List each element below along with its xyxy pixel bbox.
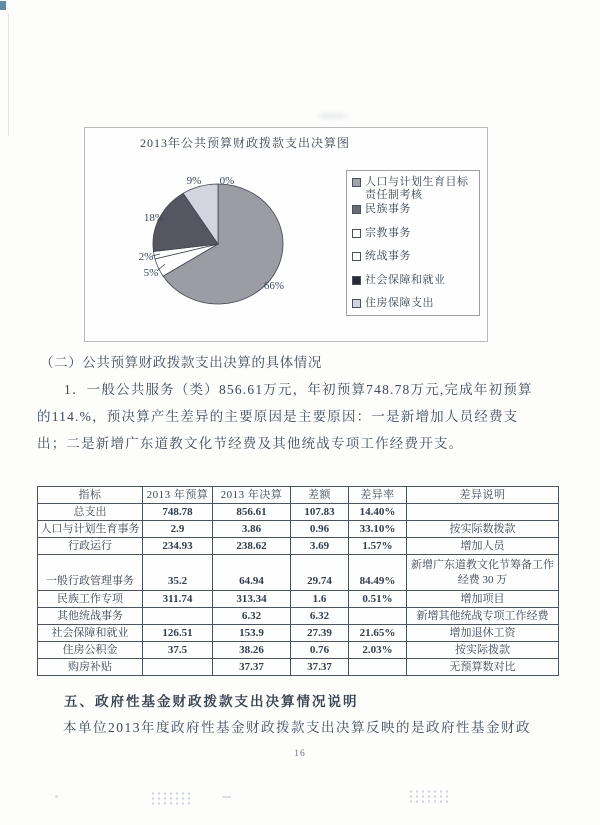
scan-artifact-bleedthrough xyxy=(150,791,194,806)
table-cell: 购房补贴 xyxy=(38,659,143,676)
table-cell: 增加退休工资 xyxy=(407,625,559,642)
table-cell: 社会保障和就业 xyxy=(38,625,143,642)
table-cell: 民族工作专项 xyxy=(38,591,143,608)
table-cell: 增加人员 xyxy=(407,538,559,555)
table-header-cell: 差异说明 xyxy=(407,487,559,504)
scan-artifact-dot xyxy=(55,795,58,798)
budget-table xyxy=(37,486,559,676)
pie-percent-label: 5% xyxy=(143,267,159,279)
pie-percent-label: 9% xyxy=(186,175,202,187)
table-row xyxy=(38,538,559,555)
table-cell: 64.94 xyxy=(213,555,291,591)
table-cell: 新增其他统战专项工作经费 xyxy=(407,608,559,625)
table-cell: 38.26 xyxy=(213,642,291,659)
section5-heading: 五、政府性基金财政拨款支出决算情况说明 xyxy=(64,694,359,709)
chart-title: 2013年公共预算财政拨款支出决算图 xyxy=(139,136,350,150)
pie-percent-label: 18% xyxy=(143,212,165,224)
scan-artifact-smudge xyxy=(318,113,348,119)
table-cell: 0.96 xyxy=(291,521,349,538)
legend-item xyxy=(352,297,477,310)
section5-body: 本单位2013年度政府性基金财政拨款支出决算反映的是政府性基金财政 xyxy=(63,720,531,735)
table-cell: 2.03% xyxy=(349,642,407,659)
table-cell: 1.6 xyxy=(291,591,349,608)
table-header-cell: 指标 xyxy=(38,487,143,504)
table-cell xyxy=(143,659,213,676)
table-cell: 37.37 xyxy=(291,659,349,676)
table-row xyxy=(38,504,559,521)
scan-artifact-corner xyxy=(0,1,6,10)
paragraph-line: 1．一般公共服务（类）856.61万元，年初预算748.78万元,完成年初预算 xyxy=(64,382,533,397)
table-cell: 37.37 xyxy=(213,659,291,676)
table-cell: 311.74 xyxy=(143,591,213,608)
legend-label: 统战事务 xyxy=(365,250,411,262)
legend-label: 住房保障支出 xyxy=(365,297,434,309)
table-cell: 0.76 xyxy=(291,642,349,659)
table-cell: 6.32 xyxy=(291,608,349,625)
page-number: 16 xyxy=(294,749,306,759)
table-cell: 153.9 xyxy=(213,625,291,642)
paragraph-line: 出；二是新增广东道教文化节经费及其他统战专项工作经费开支。 xyxy=(37,436,464,451)
legend-label: 人口与计划生育目标责任制考核 xyxy=(365,176,469,201)
table-cell: 无预算数对比 xyxy=(407,659,559,676)
table-cell: 一般行政管理事务 xyxy=(38,555,143,591)
table-cell: 35.2 xyxy=(143,555,213,591)
table-cell: 6.32 xyxy=(213,608,291,625)
section2-heading: （二）公共预算财政拨款支出决算的具体情况 xyxy=(40,355,322,370)
legend-label: 宗教事务 xyxy=(365,226,411,239)
scan-artifact-edge-line xyxy=(8,14,9,136)
table-cell: 按实际拨款 xyxy=(407,642,559,659)
chart-legend xyxy=(346,170,480,316)
table-cell xyxy=(407,504,559,521)
expenditure-pie-chart-frame xyxy=(84,127,488,342)
table-cell xyxy=(143,608,213,625)
table-row xyxy=(38,625,559,642)
table-body xyxy=(38,504,559,676)
table-row xyxy=(38,642,559,659)
table-cell: 748.78 xyxy=(143,504,213,521)
table-header-cell: 2013 年预算 xyxy=(143,487,213,504)
scan-artifact-dash xyxy=(222,796,231,798)
table-cell: 238.62 xyxy=(213,538,291,555)
paragraph-line: 的114.%，预决算产生差异的主要原因是主要原因：一是新增加人员经费支 xyxy=(37,409,519,424)
table-header-cell: 差额 xyxy=(291,487,349,504)
table-cell: 人口与计划生育事务 xyxy=(38,521,143,538)
table-row xyxy=(38,591,559,608)
scan-artifact-bleedthrough xyxy=(408,789,452,804)
table-cell: 其他统战事务 xyxy=(38,608,143,625)
pie-percent-label: 0% xyxy=(219,175,235,187)
pie-percent-label: 66% xyxy=(263,280,285,292)
table-cell: 29.74 xyxy=(291,555,349,591)
table-cell: 按实际数拨款 xyxy=(407,521,559,538)
legend-marker-icon xyxy=(352,229,361,238)
table-cell: 14.40% xyxy=(349,504,407,521)
table-cell: 1.57% xyxy=(349,538,407,555)
legend-item xyxy=(352,176,477,201)
legend-marker-icon xyxy=(352,252,361,261)
table-cell: 行政运行 xyxy=(38,538,143,555)
legend-label: 民族事务 xyxy=(365,203,411,215)
table-cell: 新增广东道教文化节筹备工作经费 30 万 xyxy=(407,555,559,591)
legend-label: 社会保障和就业 xyxy=(365,273,446,286)
legend-marker-icon xyxy=(352,299,361,308)
table-cell: 37.5 xyxy=(143,642,213,659)
table-cell xyxy=(349,659,407,676)
table-row xyxy=(38,608,559,625)
table-cell: 107.83 xyxy=(291,504,349,521)
legend-item xyxy=(352,203,477,216)
table-cell xyxy=(349,608,407,625)
table-cell: 33.10% xyxy=(349,521,407,538)
legend-item xyxy=(352,250,477,263)
legend-item xyxy=(352,274,477,287)
table-row xyxy=(38,521,559,538)
legend-marker-icon xyxy=(352,205,361,214)
legend-item xyxy=(352,227,477,240)
table-cell: 313.34 xyxy=(213,591,291,608)
table-cell: 84.49% xyxy=(349,555,407,591)
table-cell: 增加项目 xyxy=(407,591,559,608)
table-header-cell: 差异率 xyxy=(349,487,407,504)
table-cell: 总支出 xyxy=(38,504,143,521)
pie-percent-label: 2% xyxy=(138,251,154,263)
table-cell: 126.51 xyxy=(143,625,213,642)
table-header-cell: 2013 年决算 xyxy=(213,487,291,504)
table-header-row xyxy=(38,487,559,504)
table-cell: 2.9 xyxy=(143,521,213,538)
table-cell: 21.65% xyxy=(349,625,407,642)
legend-marker-icon xyxy=(352,178,361,187)
table-cell: 住房公积金 xyxy=(38,642,143,659)
table-cell: 3.69 xyxy=(291,538,349,555)
legend-marker-icon xyxy=(352,276,361,285)
table-cell: 3.86 xyxy=(213,521,291,538)
table-row xyxy=(38,659,559,676)
table-cell: 0.51% xyxy=(349,591,407,608)
table-cell: 234.93 xyxy=(143,538,213,555)
table-header xyxy=(38,487,559,504)
table-cell: 856.61 xyxy=(213,504,291,521)
table-row xyxy=(38,555,559,591)
table-cell: 27.39 xyxy=(291,625,349,642)
